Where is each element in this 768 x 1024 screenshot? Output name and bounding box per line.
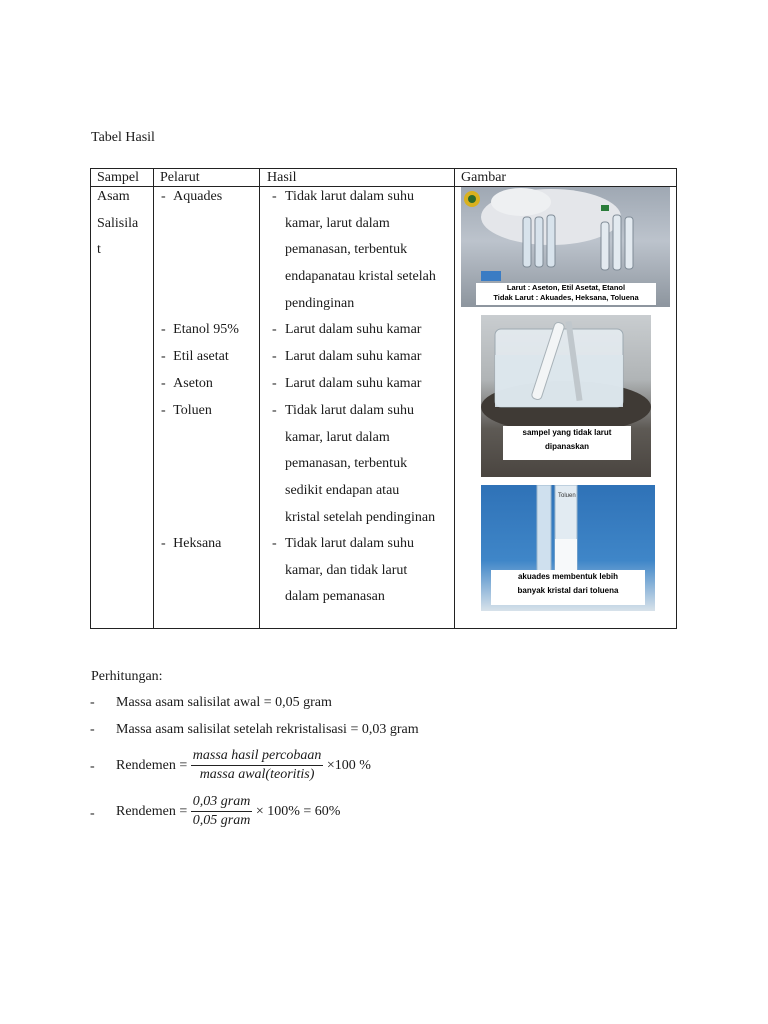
result-fraction: $\frac{\text{0,03 gram}}{\text{0,05 gram}}$ (192, 794, 251, 828)
sample-line: Asam (97, 189, 130, 204)
photo2-caption: sampel yang tidak larut dipanaskan (503, 426, 631, 460)
photo-heated-sample (481, 315, 651, 477)
tube-label: Toluen (558, 493, 576, 499)
header-sampel: Sampel (97, 170, 139, 185)
photo-crystal-comparison (481, 485, 655, 611)
pelarut-item: - Aquades (161, 189, 223, 204)
table-title: Tabel Hasil (91, 130, 155, 145)
calc-line: - Massa asam salisilat awal = 0,05 gram (90, 695, 332, 710)
results-table (90, 168, 677, 629)
calc-heading: Perhitungan: (91, 669, 163, 684)
header-pelarut: Pelarut (160, 170, 200, 185)
column-divider (454, 169, 455, 628)
hasil-item: - Larut dalam suhu kamar (272, 322, 422, 337)
pelarut-item: - Aseton (161, 376, 213, 391)
hasil-item: - Tidak larut dalam suhu kamar, dan tidak larut dalam pemanasan (272, 536, 414, 605)
pelarut-item: - Etil asetat (161, 349, 229, 364)
hasil-item: - Larut dalam suhu kamar (272, 349, 422, 364)
calc-line: - Massa asam salisilat setelah rekristalisasi = 0,03 gram (90, 722, 419, 737)
column-divider (153, 169, 154, 628)
pelarut-item: - Toluen (161, 403, 212, 418)
column-divider (259, 169, 260, 628)
sample-line: Salisila (97, 215, 139, 231)
sample-cell (97, 184, 138, 264)
pelarut-item: - Etanol 95% (161, 322, 239, 337)
photo3-caption: akuades membentuk lebih banyak kristal dari toluena (491, 570, 645, 605)
sample-line: t (97, 242, 101, 258)
hasil-item: - Tidak larut dalam suhu kamar, larut dalam pemanasan, terbentuk endapanatau kristal setelah pendinginan (272, 189, 436, 311)
rendemen-fraction: $\frac{\text{massa hasil percobaan}}{\text{massa awal(teoritis)}}$ (192, 748, 322, 782)
hasil-item: - Tidak larut dalam suhu kamar, larut dalam pemanasan, terbentuk sedikit endapan atau kristal setelah pendinginan (272, 403, 436, 525)
pelarut-item: - Heksana (161, 536, 222, 551)
header-hasil: Hasil (267, 170, 297, 185)
photo-solubility-tubes (461, 187, 670, 307)
hasil-item: - Larut dalam suhu kamar (272, 376, 422, 391)
photo1-caption: Larut : Aseton, Etil Asetat, Etanol Tidak Larut : Akuades, Heksana, Toluena (476, 283, 656, 305)
header-gambar: Gambar (461, 170, 507, 185)
